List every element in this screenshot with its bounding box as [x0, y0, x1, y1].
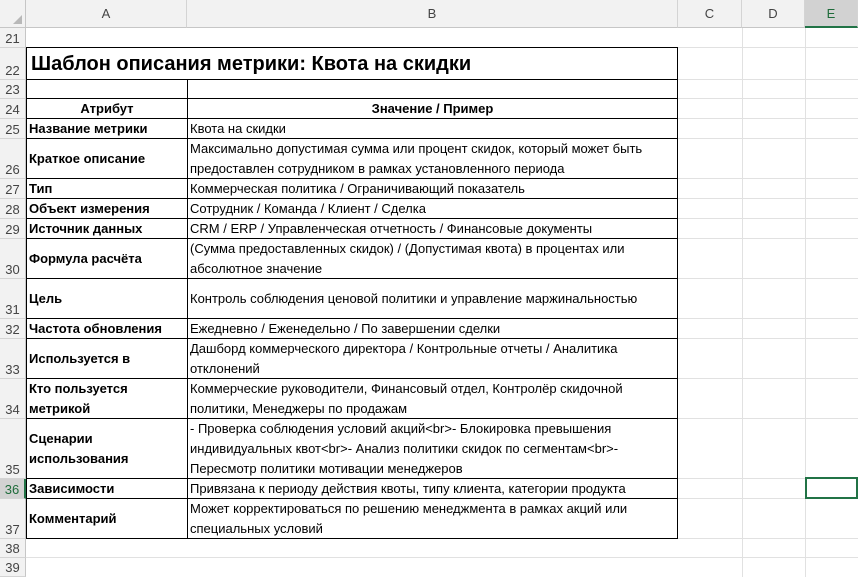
value-cell[interactable]: CRM / ERP / Управленческая отчетность / Финансовые документы	[187, 218, 678, 239]
value-cell[interactable]: Коммерческая политика / Ограничивающий показатель	[187, 178, 678, 199]
row-header-33[interactable]: 33	[0, 339, 26, 379]
column-header-d[interactable]: D	[742, 0, 805, 28]
value-cell[interactable]: Сотрудник / Команда / Клиент / Сделка	[187, 198, 678, 219]
column-header-b[interactable]: B	[187, 0, 678, 28]
select-all-corner[interactable]	[0, 0, 26, 28]
row-header-28[interactable]: 28	[0, 199, 26, 219]
row-header-37[interactable]: 37	[0, 499, 26, 539]
attribute-cell[interactable]: Название метрики	[26, 118, 188, 139]
row-header-23[interactable]: 23	[0, 80, 26, 99]
row-header-39[interactable]: 39	[0, 558, 26, 577]
row-header-27[interactable]: 27	[0, 179, 26, 199]
row-header-26[interactable]: 26	[0, 139, 26, 179]
value-cell[interactable]: Может корректироваться по решению менеджмента в рамках акций или специальных условий	[187, 498, 678, 539]
row-header-21[interactable]: 21	[0, 28, 26, 48]
row-header-35[interactable]: 35	[0, 419, 26, 479]
value-cell[interactable]: Квота на скидки	[187, 118, 678, 139]
attribute-cell[interactable]: Формула расчёта	[26, 238, 188, 279]
active-cell-selection[interactable]	[805, 477, 858, 499]
row-header-38[interactable]: 38	[0, 539, 26, 558]
empty-cell[interactable]	[26, 79, 188, 99]
attribute-cell[interactable]: Источник данных	[26, 218, 188, 239]
attribute-cell[interactable]: Комментарий	[26, 498, 188, 539]
header-value[interactable]: Значение / Пример	[187, 98, 678, 119]
gridline	[742, 28, 743, 577]
row-header-22[interactable]: 22	[0, 48, 26, 80]
value-cell[interactable]: Ежедневно / Еженедельно / По завершении сделки	[187, 318, 678, 339]
empty-cell[interactable]	[187, 79, 678, 99]
value-cell[interactable]: Привязана к периоду действия квоты, типу клиента, категории продукта	[187, 478, 678, 499]
row-header-25[interactable]: 25	[0, 119, 26, 139]
value-cell[interactable]: - Проверка соблюдения условий акций<br>- Блокировка превышения индивидуальных квот<br>- Анализ политики скидок по сегментам<br>- Пересмотр политики мотивации менеджеров	[187, 418, 678, 479]
column-header-a[interactable]: A	[26, 0, 187, 28]
row-header-34[interactable]: 34	[0, 379, 26, 419]
attribute-cell[interactable]: Зависимости	[26, 478, 188, 499]
attribute-cell[interactable]: Кто пользуется метрикой	[26, 378, 188, 419]
value-cell[interactable]: Контроль соблюдения ценовой политики и управление маржинальностью	[187, 278, 678, 319]
attribute-cell[interactable]: Используется в	[26, 338, 188, 379]
attribute-cell[interactable]: Краткое описание	[26, 138, 188, 179]
row-header-31[interactable]: 31	[0, 279, 26, 319]
value-cell[interactable]: Коммерческие руководители, Финансовый отдел, Контролёр скидочной политики, Менеджеры по продажам	[187, 378, 678, 419]
value-cell[interactable]: (Сумма предоставленных скидок) / (Допустимая квота) в процентах или абсолютное значение	[187, 238, 678, 279]
sheet-title[interactable]: Шаблон описания метрики: Квота на скидки	[26, 47, 678, 80]
gridline	[26, 557, 858, 558]
row-header-30[interactable]: 30	[0, 239, 26, 279]
header-attribute[interactable]: Атрибут	[26, 98, 188, 119]
attribute-cell[interactable]: Объект измерения	[26, 198, 188, 219]
row-header-36[interactable]: 36	[0, 479, 26, 499]
value-cell[interactable]: Дашборд коммерческого директора / Контрольные отчеты / Аналитика отклонений	[187, 338, 678, 379]
row-header-29[interactable]: 29	[0, 219, 26, 239]
value-cell[interactable]: Максимально допустимая сумма или процент скидок, который может быть предоставлен сотрудником в рамках установленного периода	[187, 138, 678, 179]
column-header-c[interactable]: C	[678, 0, 742, 28]
attribute-cell[interactable]: Цель	[26, 278, 188, 319]
column-header-e[interactable]: E	[805, 0, 858, 28]
row-header-24[interactable]: 24	[0, 99, 26, 119]
row-header-32[interactable]: 32	[0, 319, 26, 339]
attribute-cell[interactable]: Сценарии использования	[26, 418, 188, 479]
attribute-cell[interactable]: Частота обновления	[26, 318, 188, 339]
attribute-cell[interactable]: Тип	[26, 178, 188, 199]
